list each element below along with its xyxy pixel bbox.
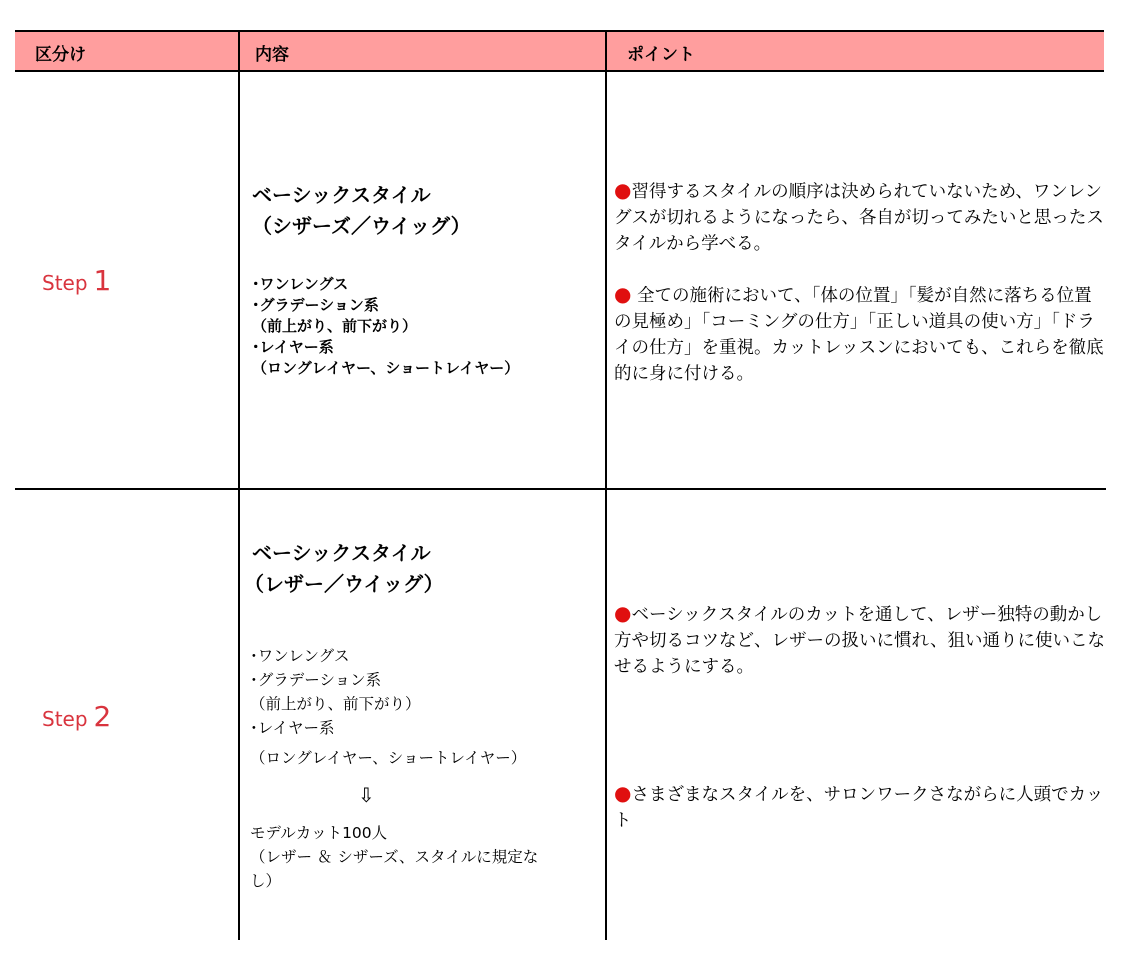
red-dot-icon: ●	[614, 282, 632, 306]
table-header	[15, 30, 1104, 72]
step-1-title: ベーシックスタイル （シザーズ／ウイッグ）	[252, 183, 471, 238]
header-point: ポイント	[627, 45, 695, 65]
red-dot-icon: ●	[614, 781, 632, 805]
column-divider-1	[238, 30, 240, 940]
step-2-point-2: ●さまざまなスタイルを、サロンワークさながらに人頭でカット	[614, 781, 1104, 831]
step-2-label: Step 2	[42, 700, 112, 733]
step-1-style-list	[252, 274, 519, 379]
column-divider-2	[605, 30, 607, 940]
step-1-point-2: ● 全ての施術において、「体の位置」「髪が自然に落ちる位置の見極め」「コーミングの仕方」「正しい道具の使い方」「ドライの仕方」を重視。カットレッスンにおいても、これらを徹底的に身に付ける。	[614, 282, 1104, 384]
list-item: （ロングレイヤー、ショートレイヤー）	[250, 749, 527, 767]
list-item: ･グラデーション系	[252, 296, 379, 314]
list-item: ･レイヤー系	[250, 719, 335, 737]
step-2-style-list	[250, 644, 526, 770]
step-2-model-cut: モデルカット100人 （レザー ＆ シザーズ、スタイルに規定な し）	[250, 824, 539, 890]
step-2-title: ベーシックスタイル （レザー／ウイッグ）	[244, 541, 444, 596]
header-content: 内容	[255, 45, 289, 65]
list-item: ･ワンレングス	[250, 647, 350, 665]
list-item: （前上がり、前下がり）	[252, 317, 418, 335]
list-item: ･ワンレングス	[252, 275, 349, 293]
red-dot-icon: ●	[614, 178, 632, 202]
red-dot-icon: ●	[614, 601, 632, 625]
down-arrow-icon: ⇩	[358, 783, 375, 807]
list-item: （前上がり、前下がり）	[250, 695, 421, 713]
step-2-point-1: ●ベーシックスタイルのカットを通して、レザー独特の動かし方や切るコツなど、レザーの扱いに慣れ、狙い通りに使いこなせるようにする。	[614, 601, 1106, 677]
row-divider	[15, 488, 1106, 490]
list-item: （ロングレイヤー、ショートレイヤー）	[252, 359, 520, 377]
list-item: ･グラデーション系	[250, 671, 382, 689]
list-item: ･レイヤー系	[252, 338, 334, 356]
step-1-label: Step 1	[42, 264, 112, 297]
step-1-point-1: ●習得するスタイルの順序は決められていないため、ワンレングスが切れるようになったら、各自が切ってみたいと思ったスタイルから学べる。	[614, 178, 1104, 254]
header-category: 区分け	[35, 45, 86, 65]
